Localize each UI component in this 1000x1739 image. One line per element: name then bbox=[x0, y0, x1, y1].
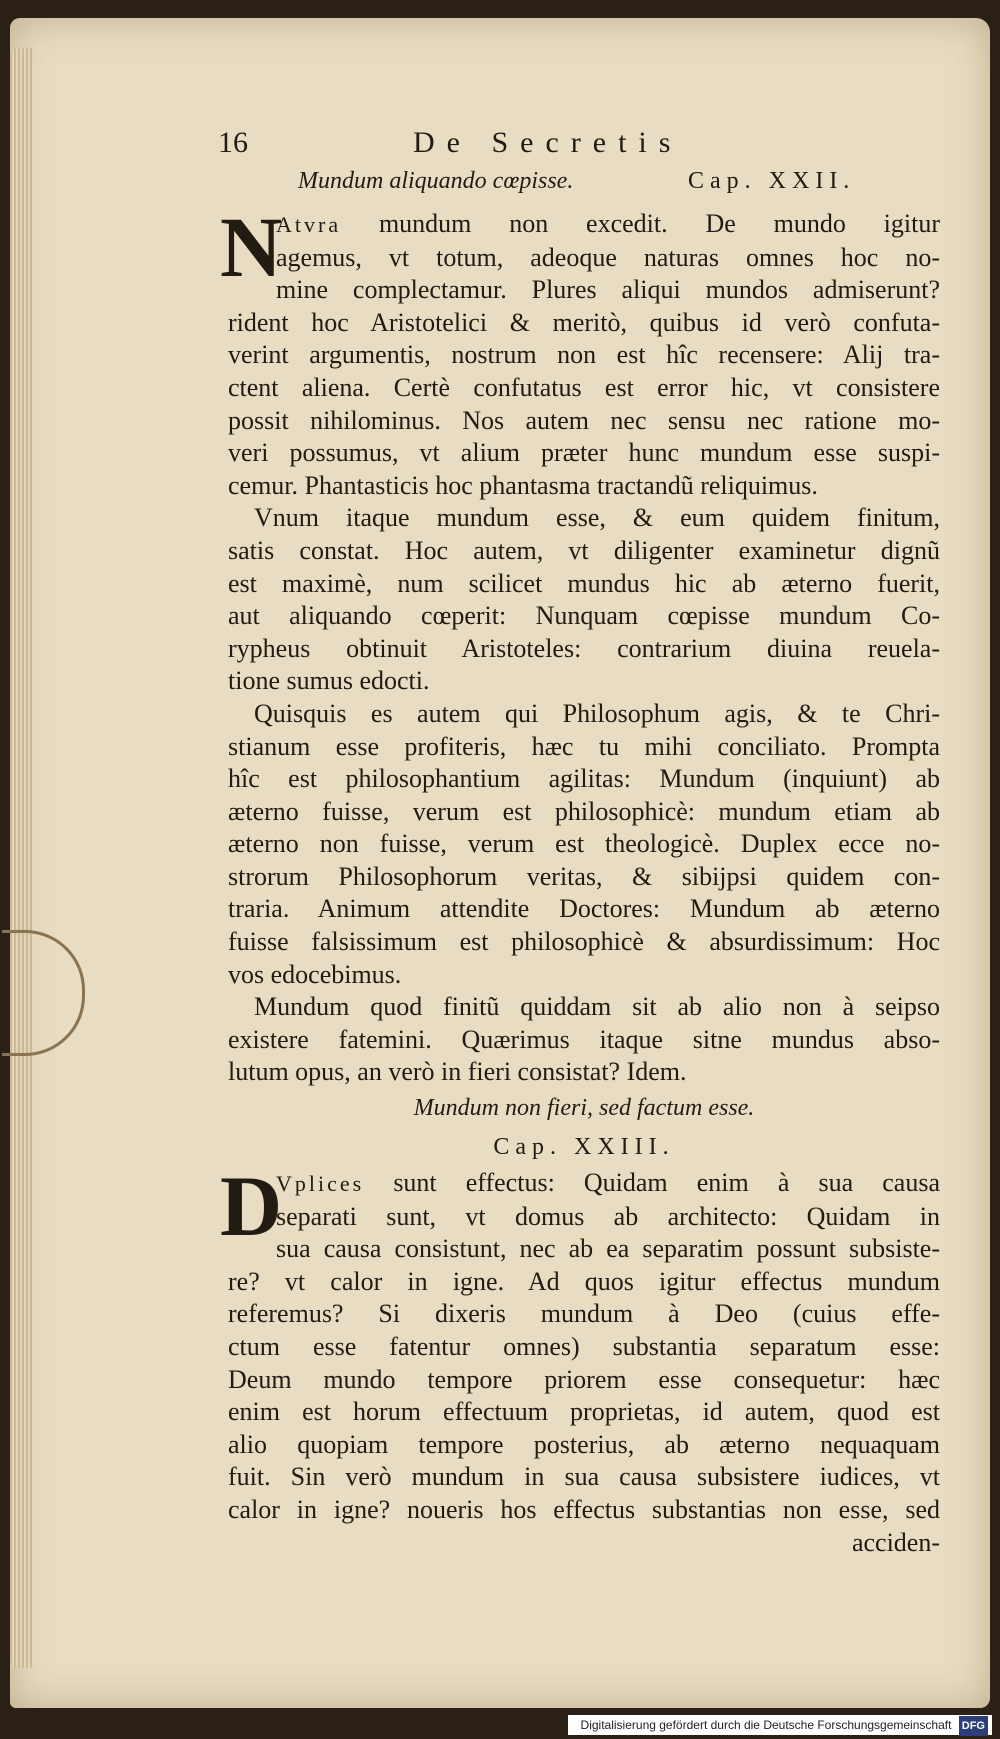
page-header bbox=[218, 126, 940, 168]
text-line: veri possumus, vt alium præter hunc mundum esse suspi- bbox=[228, 438, 940, 468]
text-line: verint argumentis, nostrum non est hîc recensere: Alij tra- bbox=[228, 340, 940, 370]
text-line: possit nihilominus. Nos autem nec sensu nec ratione mo- bbox=[228, 405, 940, 435]
chapter-22-title: Mundum aliquando cœpisse. bbox=[298, 168, 574, 194]
text-line: lutum opus, an verò in fieri consistat? Idem. bbox=[228, 1057, 687, 1087]
text-line: vos edocebimus. bbox=[228, 959, 402, 989]
dfg-logo: DFG bbox=[959, 1716, 988, 1736]
text-line: rident hoc Aristotelici & meritò, quibus id verò confuta- bbox=[228, 307, 940, 337]
dropcap-n: N bbox=[220, 199, 283, 295]
text-line: Deum mundo tempore priorem esse consequetur: hæc bbox=[228, 1364, 940, 1394]
text-line: ctum esse fatentur omnes) substantia separatum esse: bbox=[228, 1332, 940, 1361]
text-line: Vnum itaque mundum esse, & eum quidem finitum, bbox=[254, 503, 940, 533]
text-line: est maximè, num scilicet mundus hic ab æterno fuerit, bbox=[228, 568, 940, 598]
chapter-22-paragraph-2 bbox=[228, 502, 940, 698]
clasp-ring bbox=[2, 930, 85, 1056]
text-line: mine complectamur. Plures aliqui mundos admiserunt? bbox=[276, 275, 940, 305]
text-line: referemus? Si dixeris mundum à Deo (cuius effe- bbox=[228, 1299, 940, 1329]
text-line: alio quopiam tempore posterius, ab æterno nequaquam bbox=[228, 1429, 940, 1459]
chapter-22-paragraph-3 bbox=[228, 698, 940, 991]
page-number: 16 bbox=[218, 126, 248, 159]
text-line: satis constat. Hoc autem, vt diligenter examinetur dignũ bbox=[228, 535, 940, 565]
text-line: existere fatemini. Quærimus itaque sitne mundus abso- bbox=[228, 1024, 940, 1054]
text-line: cemur. Phantasticis hoc phantasma tractandũ reliquimus. bbox=[228, 470, 818, 500]
dropcap-d: D bbox=[220, 1158, 283, 1255]
lead-word: Vplices bbox=[276, 1171, 365, 1197]
text-line: agemus, vt totum, adeoque naturas omnes hoc no- bbox=[276, 242, 940, 272]
text-line: sua causa consistunt, nec ab ea separatim possunt subsiste- bbox=[276, 1234, 940, 1264]
book-page bbox=[10, 18, 990, 1708]
text-line: æterno fuisse, verum est philosophicè: mundum etiam ab bbox=[228, 796, 940, 826]
text-line: stianum esse profiteris, hæc tu mihi conciliato. Prompta bbox=[228, 731, 940, 761]
text-line: Quisquis es autem qui Philosophum agis, & te Chri- bbox=[254, 698, 940, 728]
running-title: De Secretis bbox=[413, 126, 683, 159]
text-line: æterno non fuisse, verum est theologicè. Duplex ecce no- bbox=[228, 829, 940, 859]
text-line: separati sunt, vt domus ab architecto: Quidam in bbox=[276, 1201, 940, 1231]
text-line: strorum Philosophorum veritas, & sibijpsi quidem con- bbox=[228, 861, 940, 891]
text-line: aut aliquando cœperit: Nunquam cœpisse mundum Co- bbox=[228, 601, 940, 631]
text-line: calor in igne? noueris hos effectus substantias non esse, sed bbox=[228, 1494, 940, 1524]
page-edges bbox=[10, 48, 32, 1668]
digitization-footer bbox=[568, 1715, 992, 1735]
text-line: enim est horum effectuum proprietas, id autem, quod est bbox=[228, 1397, 940, 1427]
text-line: ctent aliena. Certè confutatus est error hic, vt consistere bbox=[228, 372, 940, 402]
chapter-22-paragraph-1 bbox=[220, 199, 941, 502]
text-line: Vplices sunt effectus: Quidam enim à sua causa bbox=[276, 1168, 941, 1198]
chapter-23-paragraph-1 bbox=[220, 1158, 941, 1559]
text-line: Mundum quod finitũ quiddam sit ab alio non à seipso bbox=[254, 992, 940, 1022]
chapter-22-paragraph-4 bbox=[228, 991, 940, 1089]
text-line: rypheus obtinuit Aristoteles: contrarium diuina reuela- bbox=[228, 633, 940, 663]
lead-word: Atvra bbox=[276, 212, 342, 237]
text-line: fuisse falsissimum est philosophicè & absurdissimum: Hoc bbox=[228, 927, 940, 957]
chapter-22-heading bbox=[228, 168, 940, 208]
text-line: Atvra mundum non excedit. De mundo igitur bbox=[276, 209, 941, 238]
text-line: re? vt calor in igne. Ad quos igitur effectus mundum bbox=[228, 1266, 940, 1296]
chapter-23-title: Mundum non fieri, sed factum esse. bbox=[413, 1095, 755, 1122]
footer-text: Digitalisierung gefördert durch die Deutsche Forschungsgemeinschaft bbox=[580, 1718, 952, 1732]
page-text bbox=[218, 126, 941, 1559]
text-line: traria. Animum attendite Doctores: Mundum ab æterno bbox=[228, 894, 940, 924]
text-line: fuit. Sin verò mundum in sua causa subsistere iudices, vt bbox=[228, 1462, 940, 1492]
chapter-23-label: Cap. XXIII. bbox=[493, 1134, 675, 1161]
chapter-22-label: Cap. XXII. bbox=[688, 168, 856, 194]
catchword: acciden- bbox=[851, 1527, 940, 1557]
text-line: tione sumus edocti. bbox=[228, 666, 430, 696]
text-line: hîc est philosophantium agilitas: Mundum (inquiunt) ab bbox=[228, 764, 940, 794]
